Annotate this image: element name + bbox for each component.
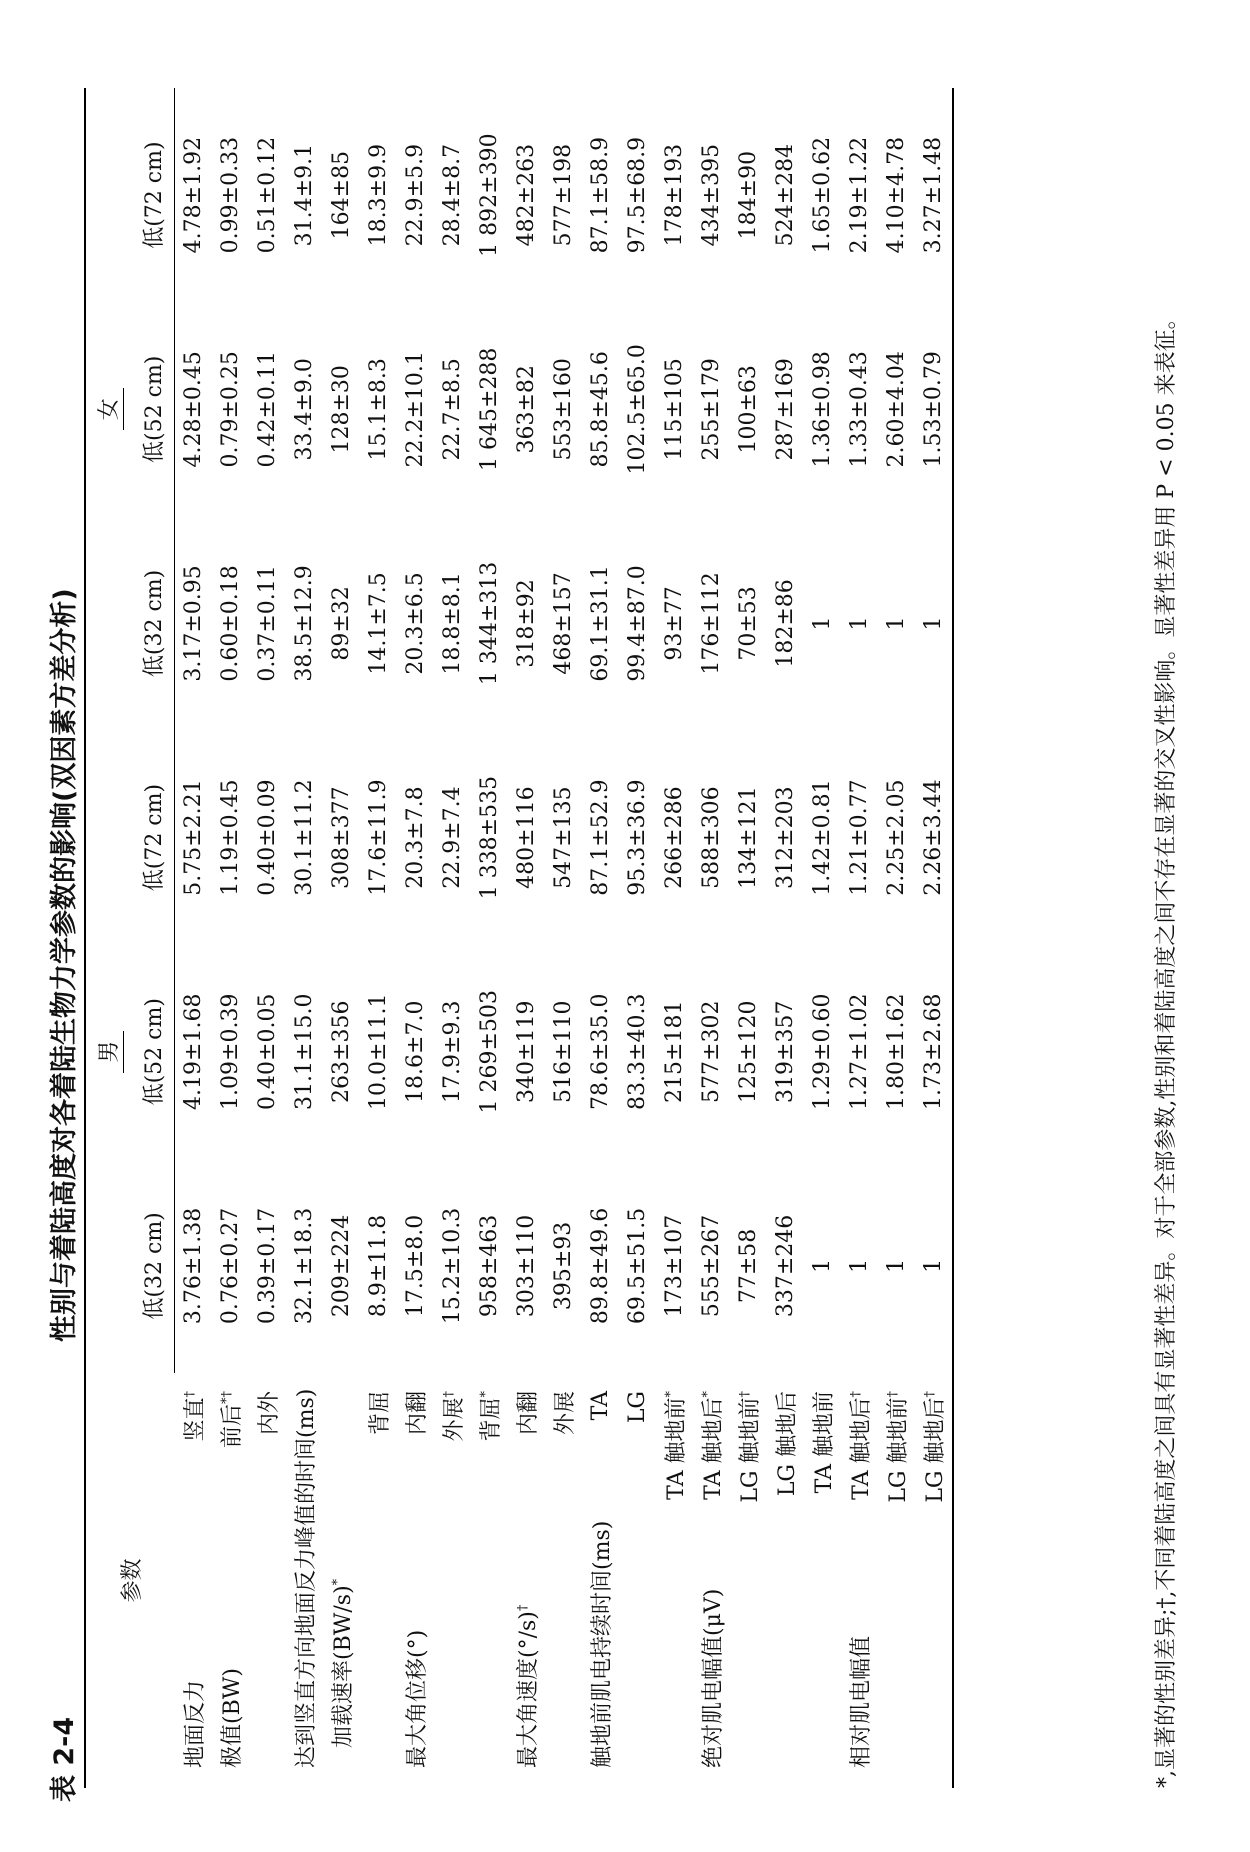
value-cell: 1.42±0.81: [810, 779, 835, 896]
sub-param-name: TA 触地前: [812, 1390, 837, 1494]
col-header: 低(32 cm): [130, 516, 175, 730]
value-cell: 1: [810, 616, 835, 631]
value-cell: 287±169: [773, 358, 798, 461]
value-cell: 0.39±0.17: [255, 1207, 280, 1325]
value-cell: 395±93: [551, 1221, 576, 1311]
value-cell: 87.1±52.9: [588, 779, 613, 896]
value-cell: 77±58: [736, 1228, 761, 1304]
value-cell: 318±92: [514, 579, 539, 668]
sub-param-name: 竖直†: [182, 1390, 208, 1442]
param-name: 最大角位移(°): [405, 1629, 430, 1768]
value-cell: 547±135: [551, 786, 576, 889]
param-name: [545, 1518, 582, 1788]
significance-mark: †: [922, 1390, 938, 1398]
table-row: [471, 88, 508, 1788]
value-cell: 18.8±8.1: [440, 572, 465, 675]
value-cell: 340±119: [514, 1000, 539, 1103]
value-cell: 2.19±1.22: [847, 136, 872, 254]
value-cell: 1 892±390: [477, 133, 502, 257]
value-cell: 4.19±1.68: [181, 993, 206, 1110]
table-title: 性别与着陆高度对各着陆生物力学参数的影响(双因素方差分析): [49, 588, 80, 1342]
value-cell: 588±306: [699, 786, 724, 889]
value-cell: 266±286: [662, 786, 687, 889]
value-cell: 31.4±9.1: [292, 143, 317, 247]
value-cell: 164±85: [329, 150, 354, 240]
significance-mark: *: [478, 1390, 494, 1398]
value-cell: 97.5±68.9: [625, 136, 650, 254]
significance-mark: †: [515, 1604, 531, 1612]
param-name: 最大角速度(°/s)†: [515, 1604, 541, 1768]
value-cell: 18.3±9.9: [366, 143, 391, 247]
sub-param-name: 内外: [257, 1390, 282, 1435]
table-row: [915, 88, 953, 1788]
value-cell: 3.27±1.48: [915, 88, 953, 302]
value-cell: 70±53: [736, 586, 761, 661]
col-header: 低(72 cm): [130, 88, 175, 302]
value-cell: 555±267: [699, 1214, 724, 1318]
param-name: 极值(BW): [220, 1668, 245, 1768]
sub-param-name: LG 触地前†: [737, 1390, 763, 1503]
data-table: [84, 88, 954, 1788]
sub-param-name: [323, 1373, 360, 1518]
param-name: [767, 1518, 804, 1788]
param-name: 达到竖直方向地面反力峰值的时间(ms): [294, 1388, 319, 1768]
value-cell: 134±121: [736, 786, 761, 889]
sub-param-name: 前后*†: [219, 1390, 245, 1448]
sub-param-name: TA: [588, 1390, 613, 1421]
table-row: [656, 88, 693, 1788]
value-cell: 553±160: [551, 358, 576, 461]
table-row: [323, 88, 360, 1788]
value-cell: 1.80±1.62: [884, 993, 909, 1110]
param-name: [434, 1518, 471, 1788]
value-cell: 3.76±1.38: [181, 1207, 206, 1325]
significance-mark: †: [737, 1390, 753, 1398]
sub-param-name: 外展: [553, 1390, 578, 1435]
value-cell: 0.79±0.25: [218, 351, 243, 468]
value-cell: 958±463: [477, 1214, 502, 1318]
sub-param-name: 背屈*: [478, 1390, 504, 1442]
value-cell: 303±110: [514, 1214, 539, 1318]
sub-param-name: TA 触地后†: [848, 1390, 874, 1500]
table-row: [212, 88, 249, 1788]
value-cell: 14.1±7.5: [366, 572, 391, 675]
value-cell: 319±357: [773, 1000, 798, 1103]
param-name: [249, 1518, 286, 1788]
value-cell: 1.27±1.02: [847, 993, 872, 1110]
value-cell: 2.26±3.44: [915, 731, 953, 945]
value-cell: 4.10±4.78: [884, 136, 909, 254]
sub-param-name: 背屈: [368, 1390, 393, 1435]
value-cell: 10.0±11.1: [366, 993, 391, 1110]
param-name: 相对肌电幅值: [849, 1635, 874, 1768]
value-cell: 5.75±2.21: [181, 779, 206, 896]
value-cell: 1: [915, 516, 953, 730]
value-cell: 2.60±4.04: [884, 351, 909, 468]
significance-mark: *: [663, 1390, 679, 1398]
value-cell: 1.29±0.60: [810, 993, 835, 1110]
param-name: 加载速率(BW/s)*: [330, 1578, 356, 1748]
param-name: 触地前肌电持续时间(ms): [590, 1520, 615, 1768]
param-name: [360, 1518, 397, 1788]
value-cell: 0.42±0.11: [255, 351, 280, 468]
col-header: 低(72 cm): [130, 731, 175, 945]
value-cell: 33.4±9.0: [292, 358, 317, 461]
value-cell: 337±246: [773, 1214, 798, 1318]
header-row-groups: [85, 88, 130, 1788]
value-cell: 30.1±11.2: [292, 779, 317, 896]
value-cell: 102.5±65.0: [625, 344, 650, 475]
col-header: 低(52 cm): [130, 945, 175, 1159]
value-cell: 516±110: [551, 1000, 576, 1103]
value-cell: 0.51±0.12: [255, 136, 280, 254]
param-name: [471, 1518, 508, 1788]
value-cell: 1.73±2.68: [915, 945, 953, 1159]
value-cell: 128±30: [329, 365, 354, 454]
value-cell: 263±356: [329, 1000, 354, 1103]
value-cell: 1: [847, 616, 872, 631]
value-cell: 22.9±7.4: [440, 786, 465, 889]
value-cell: 15.2±10.3: [440, 1207, 465, 1325]
value-cell: 1: [810, 1258, 835, 1273]
sub-param-name: LG: [625, 1390, 650, 1424]
value-cell: 0.37±0.11: [255, 565, 280, 682]
value-cell: 95.3±36.9: [625, 779, 650, 896]
value-cell: 93±77: [662, 586, 687, 661]
value-cell: 0.40±0.09: [255, 779, 280, 896]
table-row: [397, 88, 434, 1788]
value-cell: 115±105: [662, 358, 687, 461]
param-header: [85, 1373, 175, 1788]
value-cell: 1 344±313: [477, 561, 502, 686]
value-cell: 209±224: [329, 1214, 354, 1318]
value-cell: 468±157: [551, 572, 576, 675]
table-row: [434, 88, 471, 1788]
value-cell: 69.1±31.1: [588, 565, 613, 682]
value-cell: 89.8±49.6: [588, 1207, 613, 1325]
sub-param-name: 外展†: [441, 1390, 467, 1442]
table-row: [878, 88, 915, 1788]
table-row: [360, 88, 397, 1788]
value-cell: 1 269±503: [477, 990, 502, 1114]
value-cell: 0.60±0.18: [218, 565, 243, 682]
param-name: [915, 1518, 953, 1788]
table-row: [175, 88, 213, 1788]
param-label: 参数: [119, 1558, 145, 1603]
value-cell: 0.40±0.05: [255, 993, 280, 1110]
table-row: [693, 88, 730, 1788]
param-name: [878, 1518, 915, 1788]
value-cell: 3.17±0.95: [181, 565, 206, 682]
value-cell: 577±302: [699, 1000, 724, 1103]
value-cell: 100±63: [736, 365, 761, 454]
value-cell: 1: [915, 1159, 953, 1373]
value-cell: 480±116: [514, 786, 539, 889]
value-cell: 176±112: [699, 572, 724, 675]
value-cell: 125±120: [736, 1000, 761, 1103]
group-header-male: 男: [85, 731, 130, 1373]
value-cell: 0.76±0.27: [218, 1207, 243, 1325]
table-row: [508, 88, 545, 1788]
value-cell: 87.1±58.9: [588, 136, 613, 254]
value-cell: 22.9±5.9: [403, 143, 428, 247]
param-name: [656, 1518, 693, 1788]
table-caption: [36, 42, 80, 1802]
significance-mark: *: [700, 1390, 716, 1398]
value-cell: 89±32: [329, 586, 354, 661]
table-row: [545, 88, 582, 1788]
value-cell: 524±284: [773, 143, 798, 247]
significance-mark: *†: [219, 1390, 235, 1404]
sub-param-name: 内翻: [516, 1390, 541, 1435]
col-header: 低(52 cm): [130, 302, 175, 516]
sub-param-name: 内翻: [405, 1390, 430, 1435]
param-name: 绝对肌电幅值(μV): [701, 1588, 726, 1768]
value-cell: 1 338±535: [477, 775, 502, 900]
value-cell: 1.21±0.77: [847, 779, 872, 896]
col-header: 低(32 cm): [130, 1159, 175, 1373]
value-cell: 2.25±2.05: [884, 779, 909, 896]
value-cell: 17.5±8.0: [403, 1214, 428, 1318]
value-cell: 85.8±45.6: [588, 351, 613, 468]
table-number: 表 2-4: [49, 1716, 80, 1802]
sub-param-name: LG 触地后: [775, 1390, 800, 1497]
table-body: [175, 88, 954, 1788]
value-cell: 215±181: [662, 1000, 687, 1103]
value-cell: 17.9±9.3: [440, 1000, 465, 1103]
value-cell: 20.3±6.5: [403, 572, 428, 675]
value-cell: 178±193: [662, 143, 687, 247]
value-cell: 184±90: [736, 150, 761, 240]
value-cell: 1.65±0.62: [810, 136, 835, 254]
value-cell: 1.53±0.79: [915, 302, 953, 516]
value-cell: 312±203: [773, 786, 798, 889]
table-row: [804, 88, 841, 1788]
value-cell: 17.6±11.9: [366, 779, 391, 896]
value-cell: 434±395: [699, 143, 724, 247]
value-cell: 1: [884, 616, 909, 631]
significance-mark: †: [441, 1390, 457, 1398]
table-row: [582, 88, 619, 1788]
sub-param-name: TA 触地前*: [663, 1390, 689, 1500]
value-cell: 1: [847, 1258, 872, 1273]
value-cell: 15.1±8.3: [366, 358, 391, 461]
value-cell: 8.9±11.8: [366, 1214, 391, 1318]
significance-mark: †: [848, 1390, 864, 1398]
value-cell: 22.2±10.1: [403, 351, 428, 468]
table-row: [730, 88, 767, 1788]
value-cell: 1.09±0.39: [218, 993, 243, 1110]
value-cell: 255±179: [699, 358, 724, 461]
sub-param-name: LG 触地前†: [885, 1390, 911, 1503]
value-cell: 18.6±7.0: [403, 1000, 428, 1103]
value-cell: 83.3±40.3: [625, 993, 650, 1110]
value-cell: 99.4±87.0: [625, 565, 650, 682]
param-name: [804, 1518, 841, 1788]
value-cell: 1.36±0.98: [810, 351, 835, 468]
value-cell: 1: [884, 1258, 909, 1273]
param-name: [619, 1518, 656, 1788]
value-cell: 28.4±8.7: [440, 143, 465, 247]
table-row: [619, 88, 656, 1788]
value-cell: 363±82: [514, 365, 539, 454]
value-cell: 577±198: [551, 143, 576, 247]
table-row: [249, 88, 286, 1788]
significance-mark: *: [330, 1578, 346, 1586]
value-cell: 308±377: [329, 786, 354, 889]
value-cell: 173±107: [662, 1214, 687, 1318]
table-row: [841, 88, 878, 1788]
value-cell: 4.28±0.45: [181, 351, 206, 468]
value-cell: 20.3±7.8: [403, 786, 428, 889]
sub-param-name: LG 触地后†: [915, 1373, 953, 1518]
value-cell: 182±86: [773, 579, 798, 668]
value-cell: 4.78±1.92: [181, 136, 206, 254]
value-cell: 78.6±35.0: [588, 993, 613, 1110]
param-name: [730, 1518, 767, 1788]
value-cell: 1.33±0.43: [847, 351, 872, 468]
value-cell: 31.1±15.0: [292, 993, 317, 1110]
param-name: 地面反力: [182, 1679, 208, 1768]
value-cell: 0.99±0.33: [218, 136, 243, 254]
significance-mark: †: [182, 1390, 198, 1398]
value-cell: 1.19±0.45: [218, 779, 243, 896]
value-cell: 1 645±288: [477, 347, 502, 471]
value-cell: 38.5±12.9: [292, 565, 317, 682]
table-row: [286, 88, 323, 1788]
value-cell: 32.1±18.3: [292, 1207, 317, 1325]
sub-param-name: TA 触地后*: [700, 1390, 726, 1500]
value-cell: 69.5±51.5: [625, 1207, 650, 1325]
group-header-female: 女: [85, 88, 130, 731]
table-row: [767, 88, 804, 1788]
significance-mark: †: [885, 1390, 901, 1398]
value-cell: 482±263: [514, 143, 539, 247]
table-footnote: *,显著的性别差异;†,不同着陆高度之间具有显著性差异。对于全部参数,性别和着陆高度之间不存在显著的交叉性影响。显著性差异用 P < 0.05 来表征。: [1154, 307, 1179, 1788]
value-cell: 22.7±8.5: [440, 358, 465, 461]
